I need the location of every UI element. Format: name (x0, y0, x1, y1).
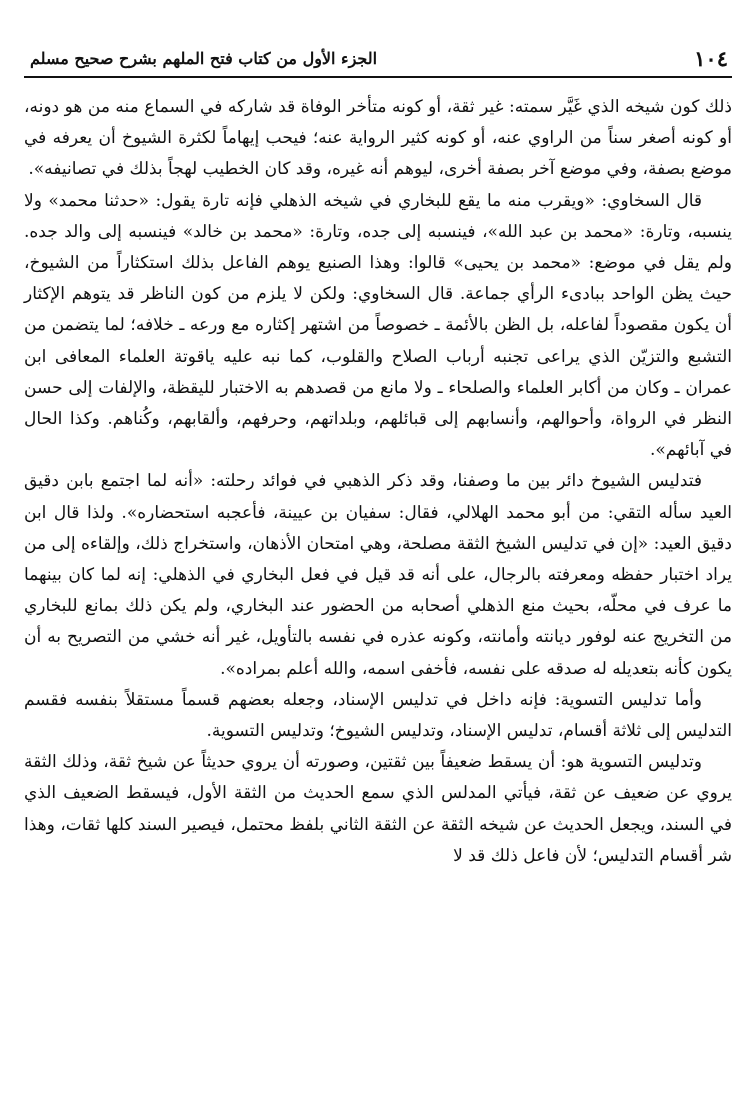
paragraph: وتدليس التسوية هو: أن يسقط ضعيفاً بين ثقتين، وصورته أن يروي حديثاً عن شيخ ثقة، وذلك الثقة يروي عن ضعيف عن ثقة، فيأتي المدلس الذي سمع الحديث من الثقة الأول، فيسقط الضعيف الذي في السند، ويجعل الحديث عن شيخه الثقة عن الثقة الثاني بلفظ محتمل، فيصير السند كلها ثقات، وهذا شر أقسام التدليس؛ لأن فاعل ذلك قد لا (24, 752, 732, 866)
header-divider (24, 76, 732, 78)
paragraph-continued: ذلك كون شيخه الذي غَيَّر سمته: غير ثقة، أو كونه متأخر الوفاة قد شاركه في السماع منه من هو دونه، أو كونه أصغر سناً من الراوي عنه، أو كونه كثير الرواية عنه؛ فيحب إيهاماً لكثرة الشيوخ أن يعرفه في موضع بصفة، وفي موضع آخر بصفة أخرى، ليوهم أنه غيره، وقد كان الخطيب لهجاً بذلك في تصانيفه». (24, 97, 732, 180)
paragraph: فتدليس الشيوخ دائر بين ما وصفنا، وقد ذكر الذهبي في فوائد رحلته: «أنه لما اجتمع بابن دقيق العيد سأله التقي: من أبو محمد الهلالي، فقال: سفيان بن عيينة، فأعجبه استحضاره». ولذا قال ابن دقيق العيد: «إن في تدليس الشيخ الثقة مصلحة، وهي امتحان الأذهان، واستخراج ذلك، وإلقاءه إلى من يراد اختبار حفظه ومعرفته بالرجال، على أنه قد قيل في فعل البخاري في الذهلي: إنه لما كان بينهما ما عرف في محلّه، بحيث منع الذهلي أصحابه من الحضور عند البخاري، ولم يكن ذلك بمانع للبخاري من التخريج عنه لوفور ديانته وأمانته، وكونه عذره في نفسه بالتأويل، غير أنه خشي من التصريح به أن يكون كأنه بتعديله له صدقه على نفسه، فأخفى اسمه، والله أعلم بمراده». (24, 471, 732, 679)
page-body (24, 92, 732, 872)
running-title: الجزء الأول من كتاب فتح الملهم بشرح صحيح مسلم (30, 48, 378, 68)
paragraph: قال السخاوي: «ويقرب منه ما يقع للبخاري في شيخه الذهلي فإنه تارة يقول: «حدثنا محمد» ولا ينسبه، وتارة: «محمد بن عبد الله»، فينسبه إلى جده، وتارة: «محمد بن خالد» فينسبه إلى والد جده. ولم يقل في موضع: «محمد بن يحيى» قالوا: وهذا الصنيع يوهم الفاعل بذلك استكثاراً من الشيوخ، حيث يظن الواحد ببادىء الرأي جماعة. قال السخاوي: ولكن لا يلزم من كون الناظر قد يتوهم الإكثار أن يكون مقصوداً لفاعله، بل الظن بالأئمة ـ خصوصاً من اشتهر إكثاره مع ورعه ـ خلافه؛ لما يتضمن من التشبع والتزيّن الذي يراعى تجنبه أرباب الصلاح والقلوب، كما نبه عليه ياقوتة العلماء المعافى ابن عمران ـ وكان من أكابر العلماء والصلحاء ـ ولا مانع من قصدهم به الاختبار لليقظة، والإلفات إلى حسن النظر في الرواة، وأحوالهم، وأنسابهم إلى قبائلهم، وبلداتهم، وحرفهم، وألقابهم، وكُناهم. وكذا الحال في آبائهم». (24, 190, 732, 461)
paragraph: وأما تدليس التسوية: فإنه داخل في تدليس الإسناد، وجعله بعضهم قسماً مستقلاً بنفسه فقسم التدليس إلى ثلاثة أقسام، تدليس الإسناد، وتدليس الشيوخ؛ وتدليس التسوية. (24, 689, 732, 742)
book-page (24, 0, 732, 1093)
page-header (24, 44, 732, 72)
page-number: ١٠٤ (694, 45, 728, 71)
